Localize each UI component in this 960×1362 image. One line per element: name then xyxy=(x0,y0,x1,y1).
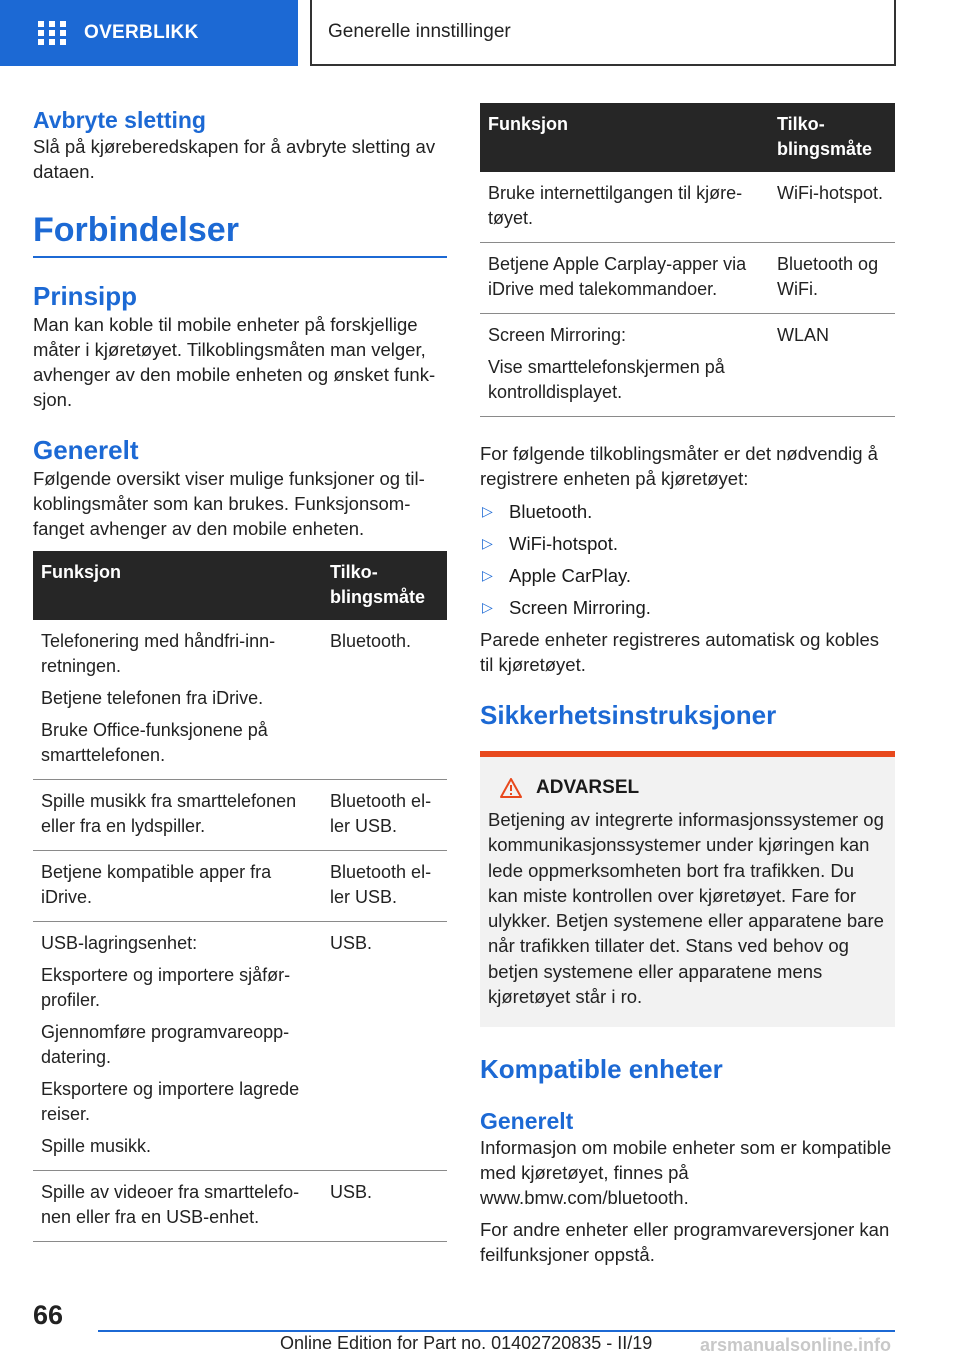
table-header-function: Funksjon xyxy=(480,103,769,172)
table-cell: Bluetooth. xyxy=(322,620,447,780)
list-item: ▷ Bluetooth. xyxy=(482,501,593,522)
general-heading: Generelt xyxy=(33,435,139,465)
section-title: Generelle innstillinger xyxy=(310,0,896,66)
table-cell: USB. xyxy=(322,922,447,1171)
table-cell: Bluetooth eller USB. xyxy=(322,780,447,851)
table-cell: Telefonering med håndfri-innretningen. xyxy=(41,631,276,676)
warning-triangle-icon xyxy=(500,778,522,798)
safety-heading: Sikkerhetsinstruksjoner xyxy=(480,700,777,730)
table-row xyxy=(480,172,895,243)
edition-text: Online Edition for Part no. 01402720835 - II/19 xyxy=(280,1333,653,1353)
table-cell: Bruke internettilgangen til kjøretøyet. xyxy=(488,183,743,228)
page-number: 66 xyxy=(33,1300,64,1330)
table-cell: WLAN xyxy=(769,314,895,417)
table-row xyxy=(33,851,447,922)
table-cell: Bluetooth eller USB. xyxy=(322,851,447,922)
warning-text: Betjening av integrerte informasjonssystemer og kommunikasjonssystemer under kjøringen kan lede oppmerksomheten bort fra trafikken. Du kan miste kontrollen over kjøretøyet. Fare for ulykker. Betjen systemene eller apparatene bare når trafikken tillater det. Stans ved behov og betjen systemene eller apparatene mens kjøretøyet står i ro. xyxy=(488,809,884,1008)
top-bar xyxy=(0,0,960,66)
table-cell: Betjene telefonen fra iDrive. xyxy=(41,688,264,708)
table-row xyxy=(33,780,447,851)
table-cell: WiFi-hotspot. xyxy=(769,172,895,243)
triangle-bullet-icon: ▷ xyxy=(482,567,493,583)
cancel-deletion-heading: Avbryte sletting xyxy=(33,107,206,133)
table-cell: USB. xyxy=(322,1171,447,1242)
compatible-text-2: For andre enheter eller programvareversjoner kan feilfunksjoner oppstå. xyxy=(480,1219,890,1266)
warning-title: ADVARSEL xyxy=(536,777,640,798)
table-cell: Bluetooth og WiFi. xyxy=(769,243,895,314)
connections-heading: Forbindelser xyxy=(33,210,447,258)
table-cell: Betjene kompatible apper fra iDrive. xyxy=(41,862,272,907)
footer-divider xyxy=(98,1330,895,1332)
overview-tab[interactable] xyxy=(0,0,298,66)
table-cell: Eksportere og importere sjåførprofiler. xyxy=(41,965,291,1010)
table-cell: Spille musikk fra smarttelefonen eller fra en lydspiller. xyxy=(41,791,297,836)
table-row xyxy=(33,1171,447,1242)
list-item: ▷ WiFi-hotspot. xyxy=(482,533,618,554)
table-row xyxy=(480,314,895,417)
overview-tab-label: OVERBLIKK xyxy=(84,22,199,43)
table-cell: Screen Mirroring: xyxy=(488,325,627,345)
watermark: arsmanualsonline.info xyxy=(700,1335,892,1355)
triangle-bullet-icon: ▷ xyxy=(482,599,493,615)
cancel-deletion-text: Slå på kjøreberedskapen for å avbryte sletting av dataen. xyxy=(33,136,436,182)
list-item: ▷ Screen Mirroring. xyxy=(482,597,651,618)
warning-header xyxy=(500,777,887,799)
table-cell: Vise smarttelefonskjermen på kontrolldisplayet. xyxy=(488,357,725,402)
table-cell: Spille musikk. xyxy=(41,1136,152,1156)
register-text: For følgende tilkoblingsmåter er det nødvendig å registrere enheten på kjøretøyet: xyxy=(480,443,878,489)
compatible-devices-heading: Kompatible enheter xyxy=(480,1054,723,1085)
paired-text: Parede enheter registreres automatisk og kobles til kjøretøyet. xyxy=(480,629,879,675)
table-cell: Betjene Apple Carplay-apper via iDrive med talekommandoer. xyxy=(488,254,747,299)
triangle-bullet-icon: ▷ xyxy=(482,535,493,551)
table-header-function: Funksjon xyxy=(33,551,322,620)
principle-heading: Prinsipp xyxy=(33,281,138,311)
table-cell: Gjennomføre programvareoppdatering. xyxy=(41,1022,290,1067)
table-row xyxy=(33,922,447,1171)
functions-table-left xyxy=(33,551,447,1242)
list-item: ▷ Apple CarPlay. xyxy=(482,565,632,586)
connection-list xyxy=(480,499,895,620)
table-header-connection: Tilkoblingsmåte xyxy=(769,103,895,172)
functions-table-right xyxy=(480,103,895,417)
table-cell: USB-lagringsenhet: xyxy=(41,933,198,953)
compatible-general-heading: Generelt xyxy=(480,1108,574,1135)
compatible-text: Informasjon om mobile enheter som er kompatible med kjøretøyet, finnes på www.bmw.com/bluetooth. xyxy=(480,1137,892,1209)
right-column xyxy=(480,103,895,1267)
table-cell: Spille av videoer fra smarttelefonen eller fra en USB-enhet. xyxy=(41,1182,300,1227)
table-cell: Eksportere og importere lagrede reiser. xyxy=(41,1079,300,1124)
table-row xyxy=(480,243,895,314)
table-header-connection: Tilkoblingsmåte xyxy=(322,551,447,620)
general-text: Følgende oversikt viser mulige funksjoner og tilkoblingsmåter som kan brukes. Funksjonsomfanget avhenger av den mobile enheten. xyxy=(33,468,425,539)
warning-box xyxy=(480,751,895,1027)
grid-icon xyxy=(38,21,66,45)
principle-text: Man kan koble til mobile enheter på forskjellige måter i kjøretøyet. Tilkoblingsmåten man velger, avhenger av den mobile enheten og ønsket funksjon. xyxy=(33,314,436,410)
left-column xyxy=(33,100,447,1242)
table-cell: Bruke Office-funksjonene på smarttelefonen. xyxy=(41,720,268,765)
table-row xyxy=(33,620,447,780)
triangle-bullet-icon: ▷ xyxy=(482,503,493,519)
